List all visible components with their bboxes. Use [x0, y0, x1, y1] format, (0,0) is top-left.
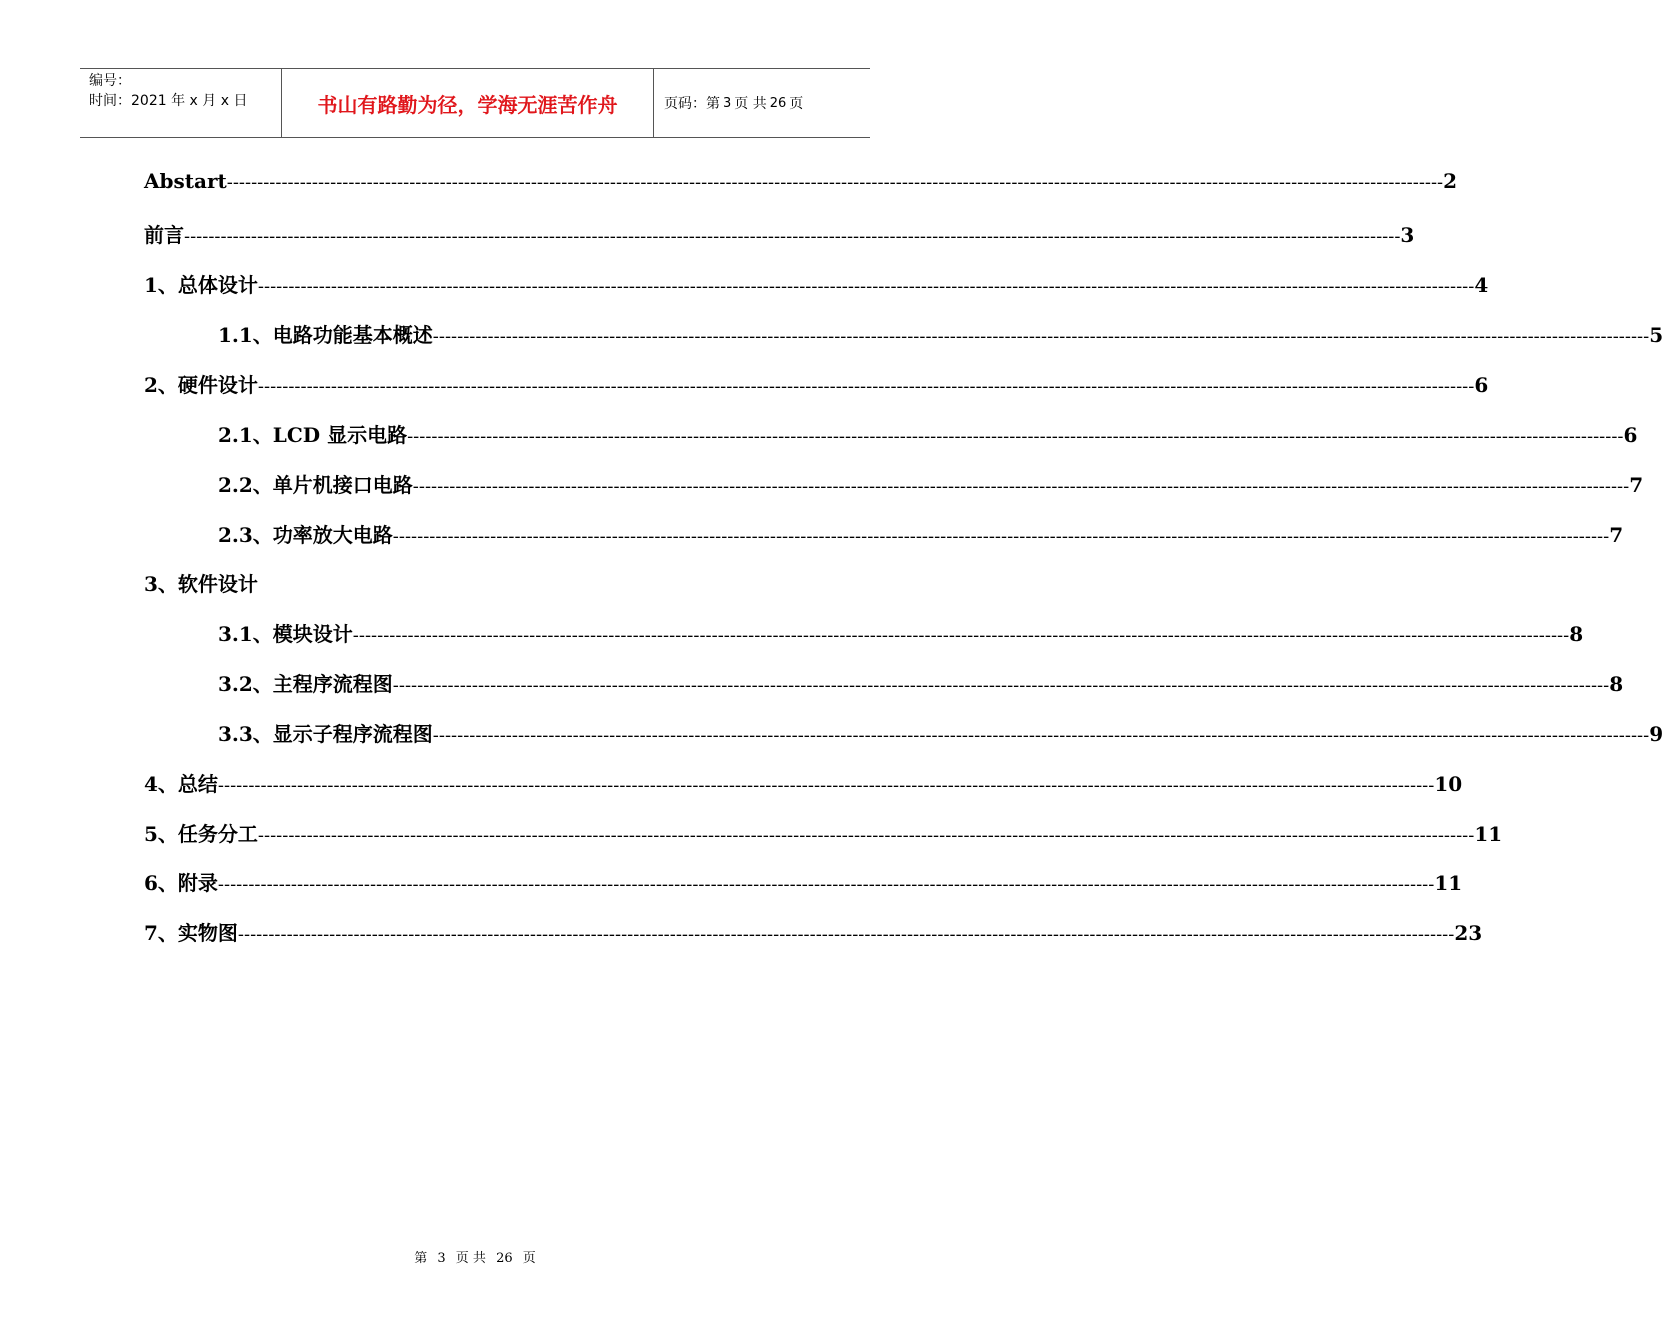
toc-leader: -------------------------------------------------------------------------------------------------------------------------------------------------------------------------------------------------------- [257, 376, 1475, 397]
toc-leader: -------------------------------------------------------------------------------------------------------------------------------------------------------------------------------------------------------- [217, 775, 1435, 796]
toc-entry-page: 8 [1609, 672, 1624, 696]
toc-entry-label: 7、实物图 [144, 921, 238, 945]
toc-entry[interactable] [218, 319, 1663, 347]
toc-entry-page: 7 [1629, 473, 1644, 497]
toc-entry-page: 11 [1474, 822, 1503, 846]
footer-suffix: 页 [522, 1251, 536, 1266]
toc-leader: -------------------------------------------------------------------------------------------------------------------------------------------------------------------------------------------------------- [407, 426, 1624, 447]
toc-entry[interactable] [144, 369, 1489, 397]
header-page-total: 26 [769, 95, 787, 111]
toc-entry-page: 9 [1649, 722, 1663, 746]
header-motto: 书山有路勤为径，学海无涯苦作舟 [281, 69, 654, 137]
toc-leader: -------------------------------------------------------------------------------------------------------------------------------------------------------------------------------------------------------- [432, 326, 1650, 347]
toc-entry[interactable] [144, 768, 1463, 796]
header-page-number [654, 69, 870, 137]
toc-entry-label: 2.2、单片机接口电路 [218, 473, 413, 497]
toc-entry-label: 3、软件设计 [144, 572, 258, 596]
toc-entry-page: 8 [1569, 622, 1584, 646]
toc-leader: -------------------------------------------------------------------------------------------------------------------------------------------------------------------------------------------------------- [237, 924, 1455, 945]
toc-entry[interactable] [144, 568, 258, 596]
footer-mid: 页 共 [455, 1251, 486, 1266]
header-page-prefix: 页码：第 [664, 96, 720, 112]
toc-entry-label: 1.1、电路功能基本概述 [218, 323, 433, 347]
header-meta [80, 69, 281, 137]
header-page-mid: 页 共 [734, 96, 767, 112]
toc-entry-label: 前言 [144, 223, 184, 247]
toc-entry-label: 2.3、功率放大电路 [218, 523, 393, 547]
toc-entry-label: 3.1、模块设计 [218, 622, 353, 646]
toc-leader: -------------------------------------------------------------------------------------------------------------------------------------------------------------------------------------------------------- [217, 874, 1435, 895]
toc-entry-page: 10 [1434, 772, 1463, 796]
toc-entry-label: 5、任务分工 [144, 822, 258, 846]
toc-entry-page: 3 [1400, 223, 1415, 247]
toc-entry-page: 2 [1443, 169, 1458, 193]
toc-entry[interactable] [218, 618, 1584, 646]
header-page-current: 3 [723, 95, 732, 111]
toc-leader: -------------------------------------------------------------------------------------------------------------------------------------------------------------------------------------------------------- [257, 825, 1475, 846]
footer-prefix: 第 [414, 1251, 428, 1266]
page-header [80, 68, 870, 138]
document-date: 时间：2021 年 x 月 x 日 [89, 93, 248, 109]
toc-leader: -------------------------------------------------------------------------------------------------------------------------------------------------------------------------------------------------------- [257, 276, 1475, 297]
toc-entry-label: 1、总体设计 [144, 273, 258, 297]
toc-leader: -------------------------------------------------------------------------------------------------------------------------------------------------------------------------------------------------------- [226, 172, 1444, 193]
toc-entry-label: 3.3、显示子程序流程图 [218, 722, 433, 746]
document-number-label: 编号： [89, 73, 131, 89]
toc-leader: -------------------------------------------------------------------------------------------------------------------------------------------------------------------------------------------------------- [432, 725, 1650, 746]
toc-leader: -------------------------------------------------------------------------------------------------------------------------------------------------------------------------------------------------------- [412, 476, 1630, 497]
toc-entry[interactable] [218, 668, 1624, 696]
toc-entry[interactable] [218, 519, 1624, 547]
toc-entry-page: 7 [1609, 523, 1624, 547]
toc-entry[interactable] [144, 867, 1463, 895]
header-page-suffix: 页 [789, 96, 804, 112]
toc-entry[interactable] [144, 169, 1458, 197]
toc-entry-page: 5 [1649, 323, 1663, 347]
toc-entry-page: 23 [1454, 921, 1483, 945]
page-footer [0, 1247, 950, 1266]
toc-entry-label: 4、总结 [144, 772, 218, 796]
toc-entry-label: 3.2、主程序流程图 [218, 672, 393, 696]
toc-entry[interactable] [144, 818, 1503, 846]
footer-page-total: 26 [496, 1251, 513, 1266]
toc-entry-label: 2.1、LCD 显示电路 [218, 423, 408, 447]
toc-leader: -------------------------------------------------------------------------------------------------------------------------------------------------------------------------------------------------------- [392, 675, 1610, 696]
toc-entry-page: 6 [1474, 373, 1489, 397]
toc-entry-label: Abstart [144, 169, 227, 193]
toc-entry[interactable] [144, 269, 1489, 297]
toc-entry-label: 2、硬件设计 [144, 373, 258, 397]
toc-leader: -------------------------------------------------------------------------------------------------------------------------------------------------------------------------------------------------------- [352, 625, 1570, 646]
toc-leader: -------------------------------------------------------------------------------------------------------------------------------------------------------------------------------------------------------- [184, 226, 1401, 247]
toc-entry[interactable] [218, 718, 1663, 746]
footer-page-current: 3 [437, 1251, 446, 1266]
toc-entry[interactable] [218, 469, 1644, 497]
toc-entry-label: 6、附录 [144, 871, 218, 895]
toc-entry-page: 6 [1623, 423, 1638, 447]
toc-entry[interactable] [144, 219, 1415, 247]
toc-entry[interactable] [144, 917, 1483, 945]
toc-leader: -------------------------------------------------------------------------------------------------------------------------------------------------------------------------------------------------------- [392, 526, 1610, 547]
toc-entry-page: 11 [1434, 871, 1463, 895]
toc-entry[interactable] [218, 419, 1638, 447]
toc-entry-page: 4 [1474, 273, 1489, 297]
